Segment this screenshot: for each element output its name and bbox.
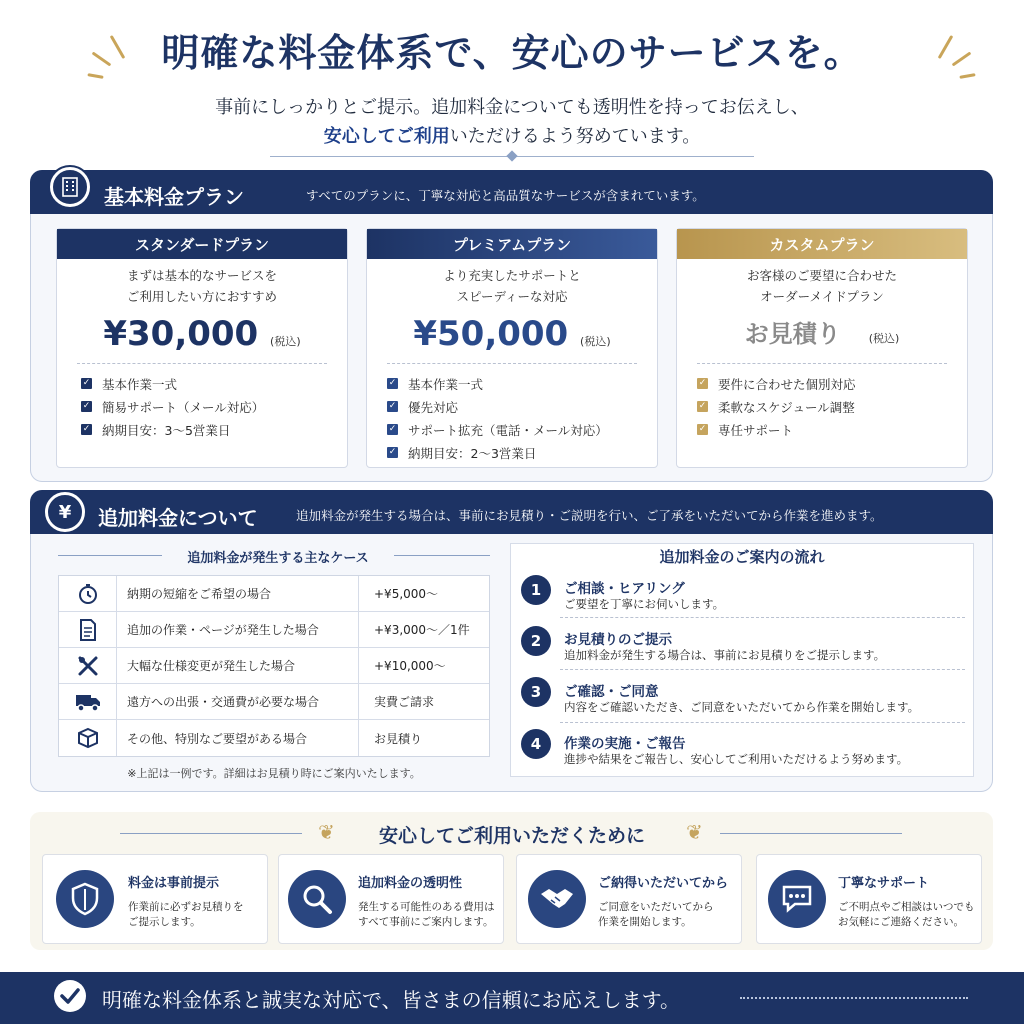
plan-price <box>57 311 347 357</box>
plan-feature: ✓ 専任サポート <box>698 422 794 438</box>
step-text: 進捗や結果をご報告し、安心してご利用いただけるよう努めます。 <box>564 752 909 766</box>
case-text: その他、特別なご要望がある場合 <box>117 720 359 756</box>
handshake-icon <box>528 870 586 928</box>
table-row <box>59 576 489 612</box>
hero-subtitle-line1: 事前にしっかりとご提示。追加料金についても透明性を持ってお伝えし、 <box>215 97 809 118</box>
trust-card-text: ご不明点やご相談はいつでも お気軽にご連絡ください。 <box>838 901 975 928</box>
trust-title-line-left <box>120 833 302 834</box>
plan-desc-line2: ご利用したい方におすすめ <box>126 289 278 304</box>
trust-card-text: 発生する可能性のある費用は すべて事前にご案内します。 <box>358 901 495 928</box>
plan-tax-label: (税込) <box>868 332 900 345</box>
plan-price <box>367 311 657 357</box>
case-text: 納期の短縮をご希望の場合 <box>117 576 359 612</box>
check-icon: ✓ <box>698 401 707 411</box>
plan-desc-line2: オーダーメイドプラン <box>760 289 884 304</box>
hero-highlight: 安心してご利用 <box>323 126 450 147</box>
table-row <box>59 684 489 720</box>
plan-desc-line1: より充実したサポートと <box>443 268 581 283</box>
cases-table <box>58 575 490 757</box>
plan-description <box>367 265 657 307</box>
plans-title: 基本料金プラン <box>104 185 244 209</box>
trust-card-text: ご同意をいただいてから 作業を開始します。 <box>598 901 714 928</box>
laurel-right-icon: ❦ <box>686 820 703 844</box>
footer-dots <box>740 997 968 999</box>
step-title: ご確認・ご同意 <box>564 684 659 700</box>
document-icon <box>59 612 117 648</box>
hero-subtitle-rest: いただけるよう努めています。 <box>449 126 701 147</box>
trust-card-text: 作業前に必ずお見積りを ご提示します。 <box>128 901 244 928</box>
check-icon: ✓ <box>698 378 707 388</box>
divider-diamond-icon <box>506 150 517 161</box>
cases-note: ※上記は一例です。詳細はお見積り時にご案内いたします。 <box>127 767 421 780</box>
plan-card-header: プレミアムプラン <box>367 229 657 259</box>
plan-feature: ✓ 優先対応 <box>388 399 459 415</box>
table-row <box>59 648 489 684</box>
cases-title: 追加料金が発生する主なケース <box>187 551 369 566</box>
case-text: 追加の作業・ページが発生した場合 <box>117 612 359 648</box>
case-text: 遠方への出張・交通費が必要な場合 <box>117 684 359 720</box>
case-text: 大幅な仕様変更が発生した場合 <box>117 648 359 684</box>
case-fee: +¥5,000〜 <box>374 587 439 601</box>
plan-card-standard <box>56 228 348 468</box>
cases-title-line-left <box>58 555 162 556</box>
plan-card-header: スタンダードプラン <box>57 229 347 259</box>
plan-price-value: ¥50,000 <box>413 314 569 354</box>
case-fee: お見積り <box>374 731 423 746</box>
trust-card-title: ご納得いただいてから <box>598 876 729 891</box>
extra-fees-description: 追加料金が発生する場合は、事前にお見積り・ご説明を行い、ご了承をいただいてから作業を進めます。 <box>296 508 883 523</box>
plan-feature: ✓ 柔軟なスケジュール調整 <box>698 399 855 415</box>
page-title: 明確な料金体系で、安心のサービスを。 <box>161 30 863 75</box>
plan-feature: ✓ 要件に合わせた個別対応 <box>698 376 856 392</box>
plan-description <box>677 265 967 307</box>
plan-feature: ✓ 納期目安：2〜3営業日 <box>388 445 537 461</box>
check-icon: ✓ <box>82 424 91 434</box>
check-icon: ✓ <box>388 447 397 457</box>
plan-feature: ✓ 納期目安：3〜5営業日 <box>82 422 231 438</box>
plan-description <box>57 265 347 307</box>
plan-desc-line1: お客様のご要望に合わせた <box>746 268 897 283</box>
building-icon <box>50 167 90 207</box>
extra-fees-title: 追加料金について <box>98 506 258 530</box>
tools-icon <box>59 648 117 684</box>
trust-card-title: 追加料金の透明性 <box>358 876 463 891</box>
plan-desc-line2: スピーディーな対応 <box>456 289 568 304</box>
step-divider <box>560 669 965 670</box>
step-text: 追加料金が発生する場合は、事前にお見積りをご提示します。 <box>564 648 886 662</box>
plan-feature: ✓ 基本作業一式 <box>82 376 178 392</box>
plan-price <box>677 311 967 357</box>
yen-icon: ¥ <box>45 492 85 532</box>
step-title: お見積りのご提示 <box>564 632 672 648</box>
plan-feature: ✓ 簡易サポート（メール対応） <box>82 399 265 415</box>
plan-price-value: お見積り <box>744 320 841 348</box>
footer-text: 明確な料金体系と誠実な対応で、皆さまの信頼にお応えします。 <box>102 988 680 1012</box>
check-icon: ✓ <box>82 378 91 388</box>
step-title: 作業の実施・ご報告 <box>564 736 686 752</box>
check-circle-icon <box>54 980 86 1012</box>
plan-tax-label: (税込) <box>270 335 301 348</box>
plan-card-premium <box>366 228 658 468</box>
step-text: ご要望を丁寧にお伺いします。 <box>564 597 725 611</box>
plan-divider <box>77 363 327 364</box>
case-fee: +¥3,000〜／1件 <box>374 623 470 637</box>
trust-card-title: 料金は事前提示 <box>128 876 220 891</box>
plan-desc-line1: まずは基本的なサービスを <box>126 268 277 283</box>
plan-price-value: ¥30,000 <box>103 314 259 354</box>
plan-card-header: カスタムプラン <box>677 229 967 259</box>
trust-title: 安心してご利用いただくために <box>378 825 645 847</box>
case-fee: +¥10,000〜 <box>374 659 446 673</box>
plan-tax-label: (税込) <box>580 335 611 348</box>
step-divider <box>560 617 965 618</box>
flow-title: 追加料金のご案内の流れ <box>659 548 825 566</box>
step-title: ご相談・ヒアリング <box>564 581 685 597</box>
check-icon: ✓ <box>698 424 707 434</box>
step-number-badge: 4 <box>521 729 551 759</box>
check-icon: ✓ <box>388 424 397 434</box>
check-icon: ✓ <box>388 401 397 411</box>
trust-card-title: 丁寧なサポート <box>838 876 930 891</box>
table-row <box>59 720 489 756</box>
plan-divider <box>697 363 947 364</box>
step-divider <box>560 722 965 723</box>
magnifier-icon <box>288 870 346 928</box>
clock-icon <box>59 576 117 612</box>
step-number-badge: 2 <box>521 626 551 656</box>
plans-description: すべてのプランに、丁寧な対応と高品質なサービスが含まれています。 <box>306 188 705 203</box>
table-row <box>59 612 489 648</box>
step-number-badge: 1 <box>521 575 551 605</box>
plan-divider <box>387 363 637 364</box>
step-number-badge: 3 <box>521 677 551 707</box>
hero-subtitle-line2 <box>0 122 1024 148</box>
plan-feature: ✓ サポート拡充（電話・メール対応） <box>388 422 608 438</box>
check-icon: ✓ <box>388 378 397 388</box>
check-icon: ✓ <box>82 401 91 411</box>
truck-icon <box>59 684 117 720</box>
box-icon <box>59 720 117 756</box>
case-fee: 実費ご請求 <box>374 695 435 709</box>
shield-icon <box>56 870 114 928</box>
chat-icon <box>768 870 826 928</box>
laurel-left-icon: ❦ <box>318 820 335 844</box>
trust-title-line-right <box>720 833 902 834</box>
step-text: 内容をご確認いただき、ご同意をいただいてから作業を開始します。 <box>564 700 920 714</box>
plan-feature: ✓ 基本作業一式 <box>388 376 484 392</box>
cases-title-line-right <box>394 555 490 556</box>
plan-card-custom <box>676 228 968 468</box>
